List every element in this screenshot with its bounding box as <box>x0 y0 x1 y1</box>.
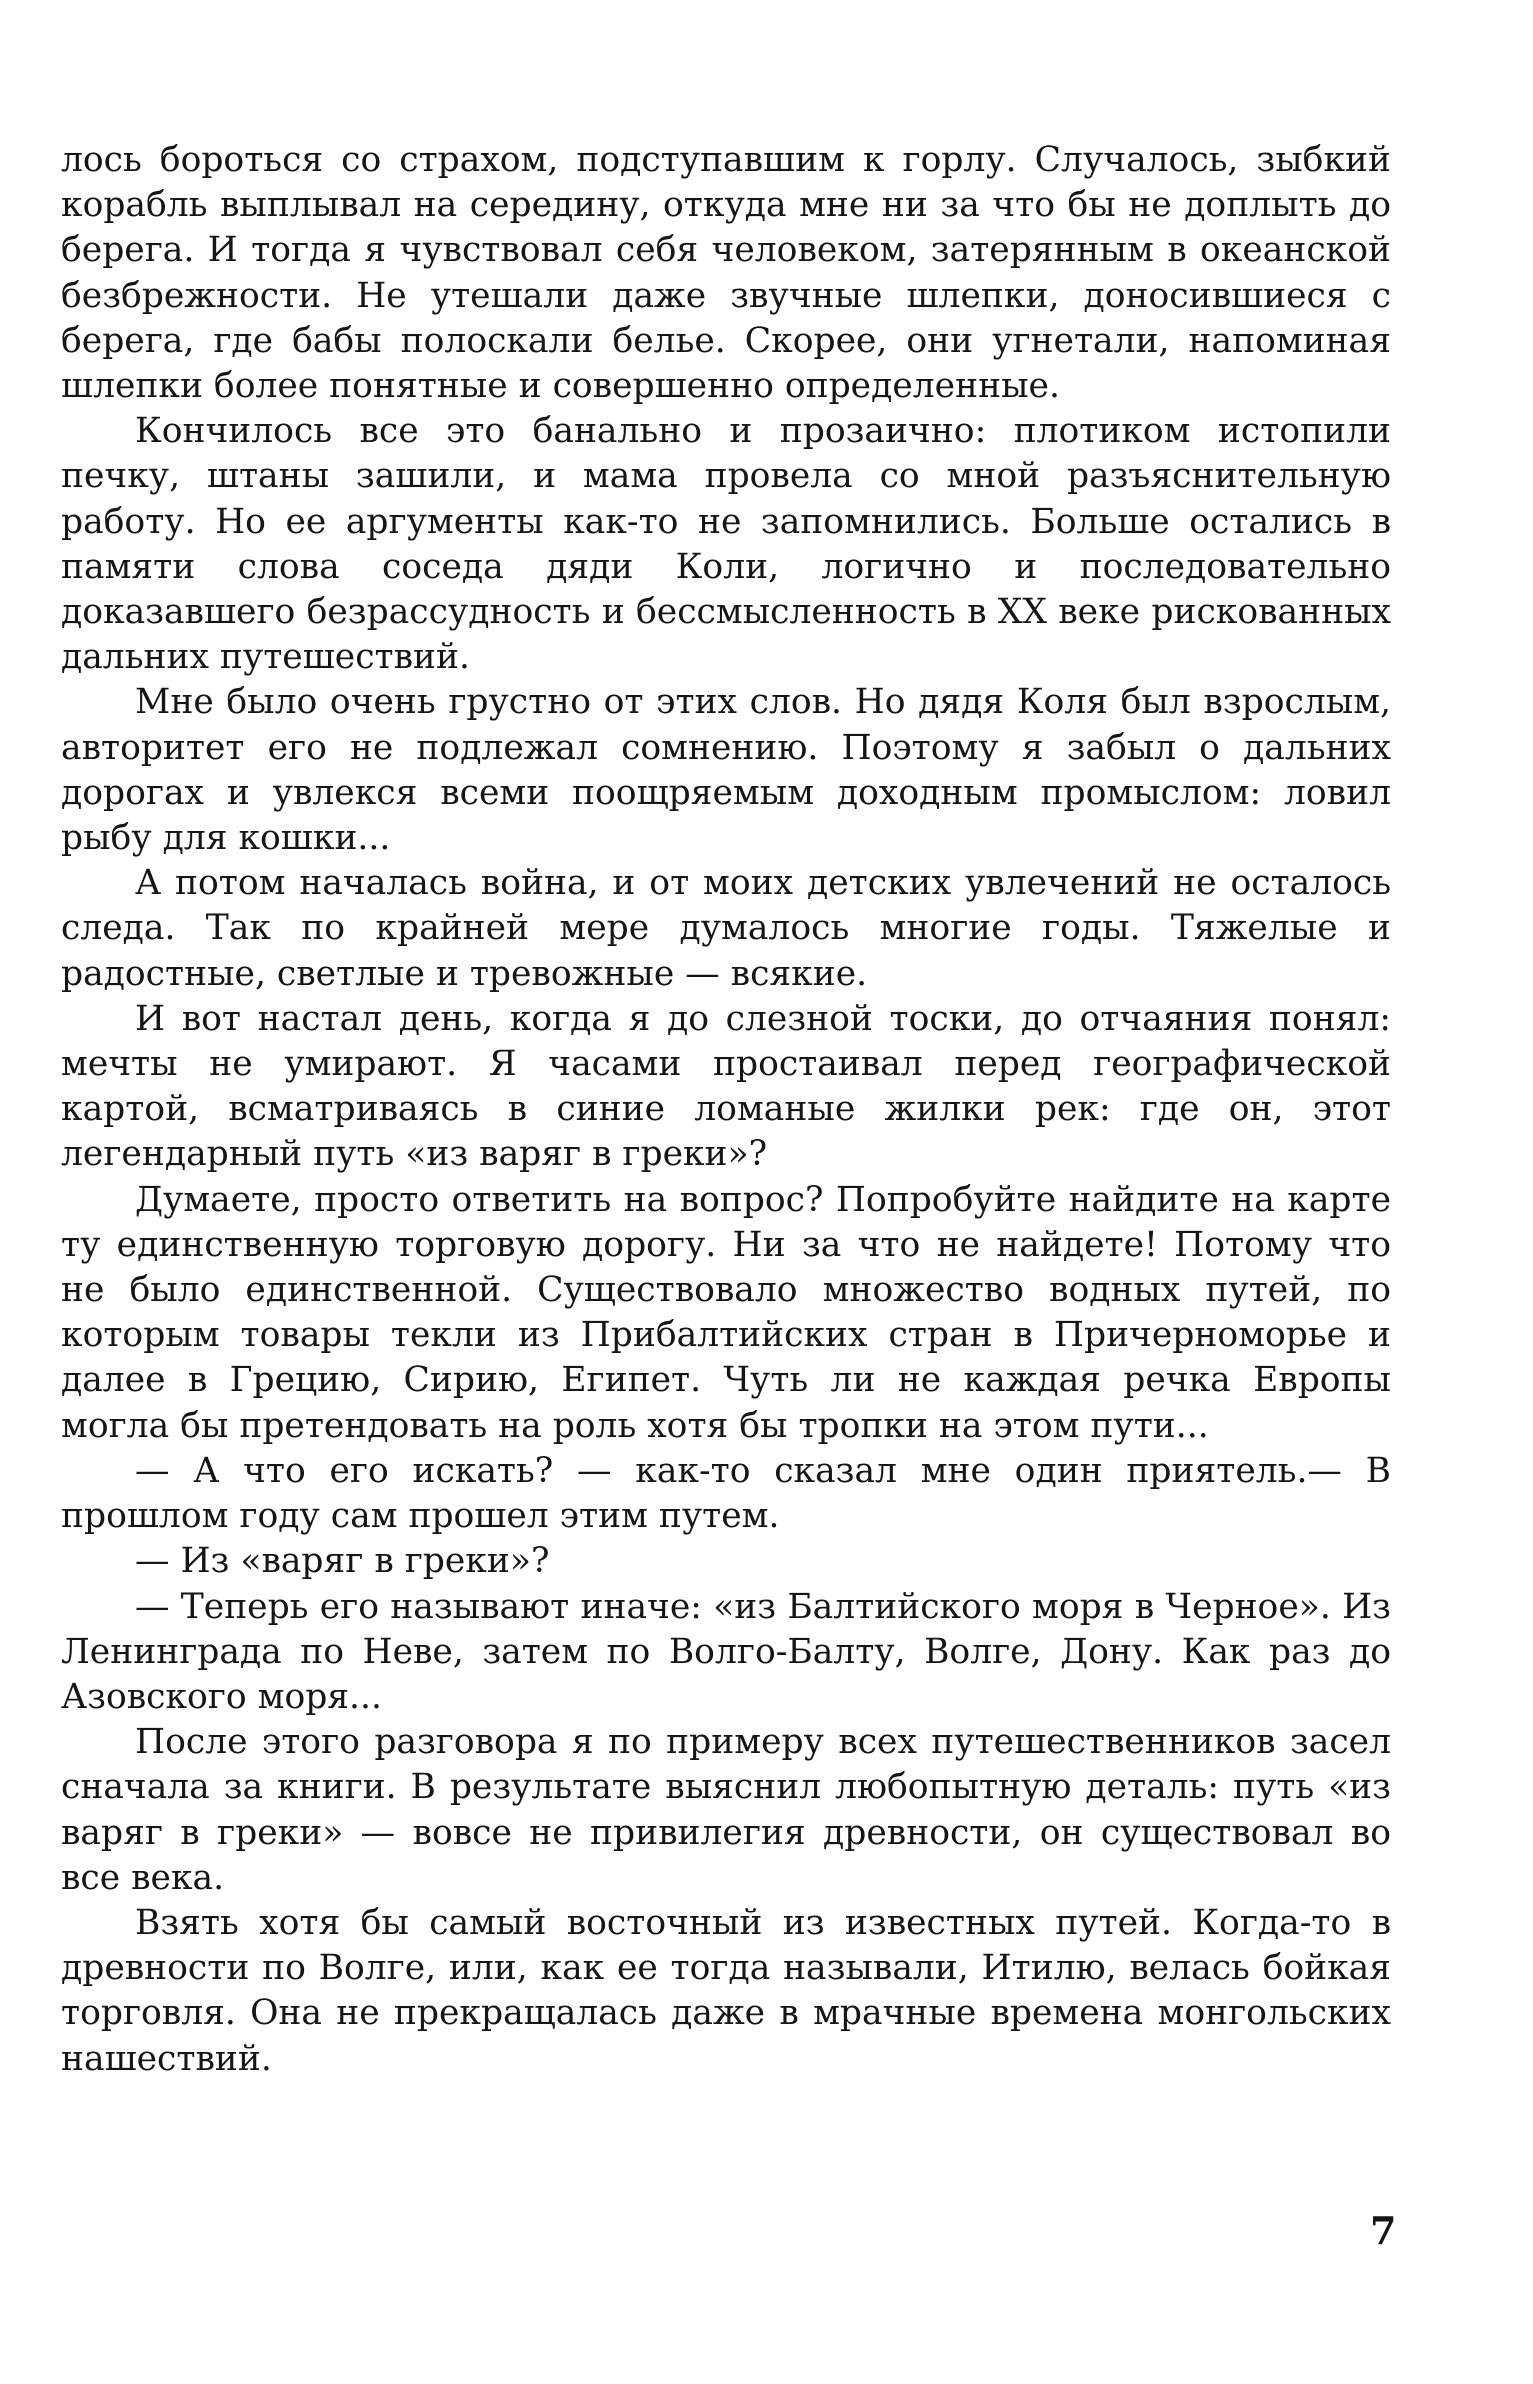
paragraph-1: лось бороться со страхом, подступавшим к горлу. Случалось, зыбкий корабль выплывал на середину, откуда мне ни за что бы не доплыть до берега. И тогда я чувствовал себя человеком, затерянным в океанской безбрежности. Не утешали даже звучные шлепки, доносившиеся с берега, где бабы полоскали белье. Скорее, они угнетали, напоминая шлепки более понятные и совершенно определенные. <box>61 140 1391 407</box>
paragraph-3: Мне было очень грустно от этих слов. Но дядя Коля был взрослым, авторитет его не подлежал сомнению. Поэтому я забыл о дальних дорогах и увлекся всеми поощряемым доходным промыслом: ловил рыбу для кошки... <box>61 682 1391 859</box>
dialogue-line-3: — Теперь его называют иначе: «из Балтийского моря в Черное». Из Ленинграда по Неве, затем по Волго-Балту, Волге, Дону. Как раз до Азовского моря... <box>61 1586 1391 1717</box>
paragraph-5: И вот настал день, когда я до слезной тоски, до отчаяния понял: мечты не умирают. Я часами простаивал перед географической картой, всматриваясь в синие ломаные жилки рек: где он, этот легендарный путь «из варяг в греки»? <box>61 998 1391 1175</box>
paragraph-7: После этого разговора я по примеру всех путешественников засел сначала за книги. В результате выяснил любопытную деталь: путь «из варяг в греки» — вовсе не привилегия древности, он существовал во все века. <box>61 1722 1391 1898</box>
paragraph-2: Кончилось все это банально и прозаично: плотиком истопили печку, штаны зашили, и мама провела со мной разъяснительную работу. Но ее аргументы как-то не запомнились. Больше остались в памяти слова соседа дяди Коли, логично и последовательно доказавшего безрассудность и бессмысленность в XX веке рискованных дальних путешествий. <box>61 411 1391 678</box>
page-number: 7 <box>1370 2208 1397 2253</box>
body-text <box>61 138 1391 2082</box>
dialogue-line-2: — Из «варяг в греки»? <box>135 1541 550 1582</box>
dialogue-line-1: — А что его искать? — как-то сказал мне один приятель.— В прошлом году сам прошел этим путем. <box>61 1450 1391 1537</box>
paragraph-6: Думаете, просто ответить на вопрос? Попробуйте найдите на карте ту единственную торговую дорогу. Ни за что не найдете! Потому что не было единственной. Существовало множество водных путей, по которым товары текли из Прибалтийских стран в Причерноморье и далее в Грецию, Сирию, Египет. Чуть ли не каждая речка Европы могла бы претендовать на роль хотя бы тропки на этом пути... <box>61 1179 1391 1446</box>
paragraph-8: Взять хотя бы самый восточный из известных путей. Когда-то в древности по Волге, или, как ее тогда называли, Итилю, велась бойкая торговля. Она не прекращалась даже в мрачные времена монгольских нашествий. <box>61 1902 1391 2079</box>
paragraph-4: А потом началась война, и от моих детских увлечений не осталось следа. Так по крайней мере думалось многие годы. Тяжелые и радостные, светлые и тревожные — всякие. <box>61 863 1391 994</box>
